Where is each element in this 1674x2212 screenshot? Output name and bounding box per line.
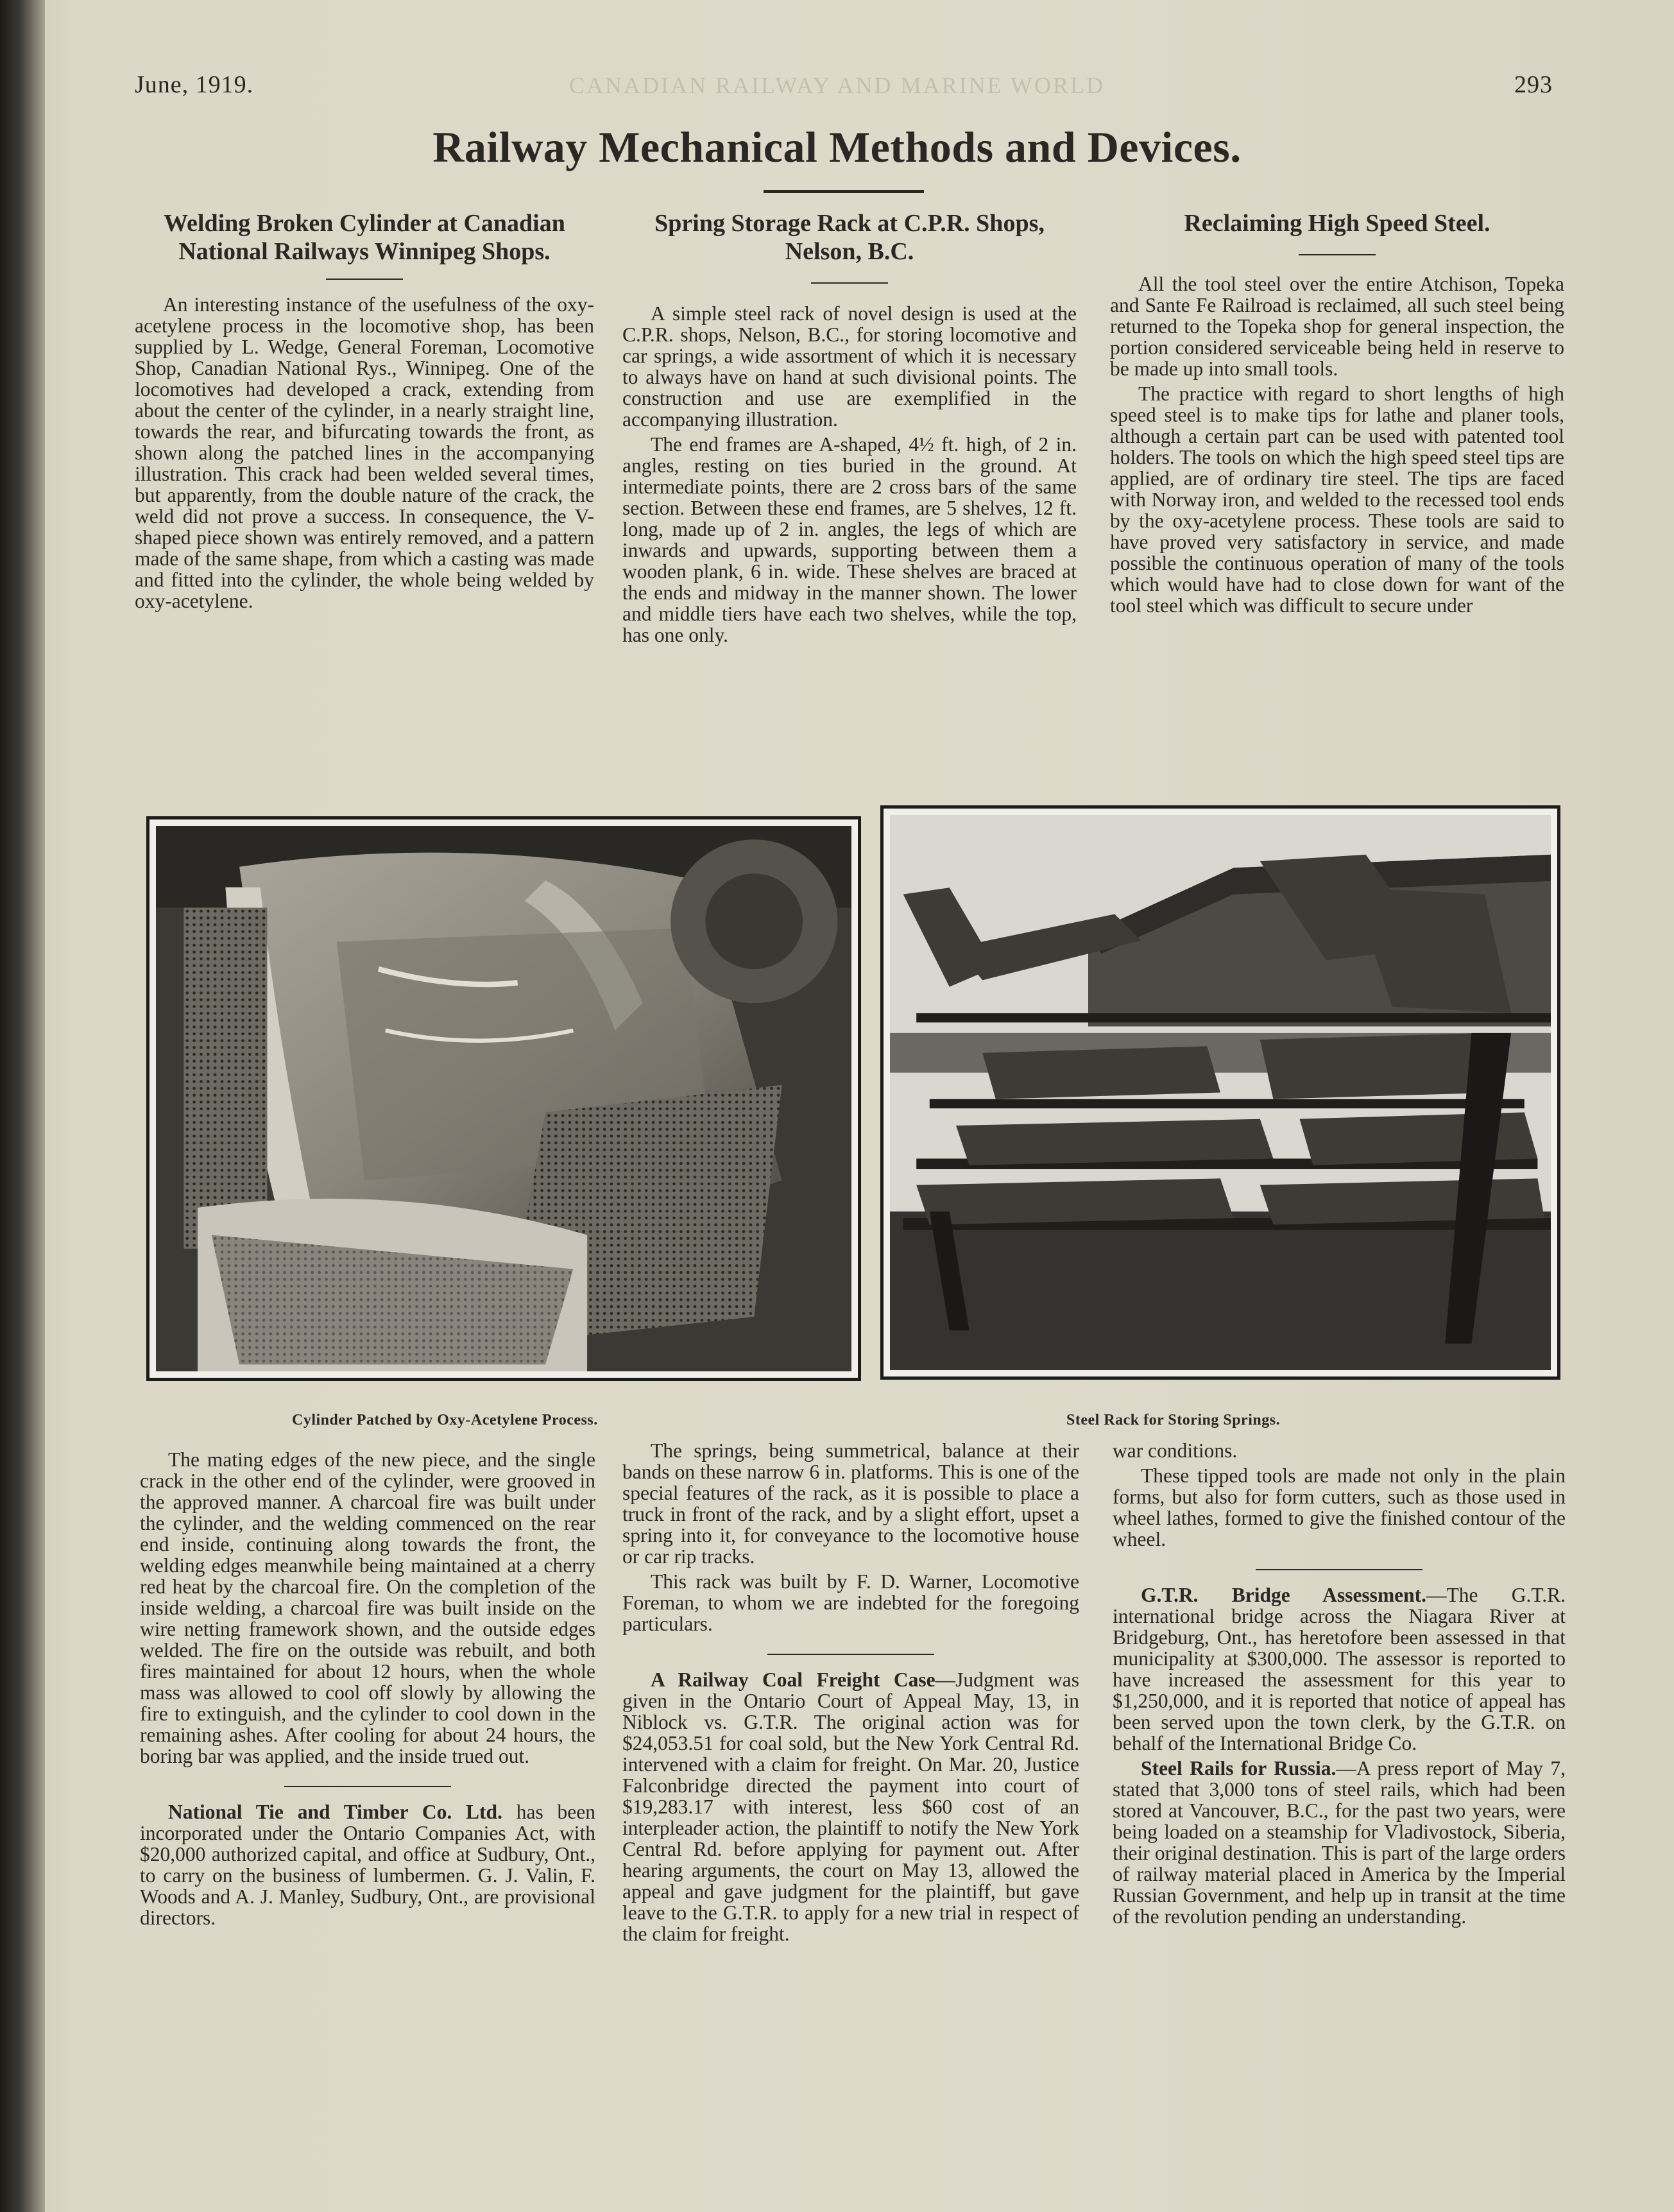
paragraph: These tipped tools are made not only in the plain forms, but also for form cutters, such as those used in wheel lathes, formed to give the finished contour of the wheel. <box>1113 1464 1566 1550</box>
title-rule <box>764 190 924 193</box>
rack-photo-image <box>890 815 1551 1370</box>
page-number: 293 <box>1514 71 1553 98</box>
section-rule <box>284 1786 451 1787</box>
caption-rack: Steel Rack for Storing Springs. <box>1066 1412 1281 1428</box>
article-steel-rails <box>1113 1758 1566 1927</box>
paragraph: The end frames are A-shaped, 4½ ft. high, of 2 in. angles, resting on ties buried in the ground. At intermediate points, there are 2 cross bars of the same section. Between these end frames, are 5 shelves, 12 ft. long, made up of 2 in. angles, the legs of which are inwards and upwards, supporting between them a wooden plank, 6 in. wide. These shelves are braced at the ends and midway in the manner shown. The lower and middle tiers have each two shelves, while the top, has one only. <box>622 433 1077 646</box>
paragraph: The springs, being summetrical, balance at their bands on these narrow 6 in. platforms. This is one of the special features of the rack, as it is possible to place a truck in front of the rack, and by a slight effort, upset a spring into it, for conveyance to the locomotive house or car rip tracks. <box>622 1439 1079 1568</box>
run-in-heading: A Railway Coal Freight Case <box>651 1668 935 1691</box>
article-cylinder-top <box>135 209 594 615</box>
article-spring-rack-continued <box>622 1440 1079 1948</box>
photo-cylinder-patched <box>146 816 861 1381</box>
article-heading-high-speed-steel: Reclaiming High Speed Steel. <box>1184 210 1490 237</box>
article-heading-cylinder: Welding Broken Cylinder at Canadian National Railways Winnipeg Shops. <box>164 210 565 265</box>
paragraph: The mating edges of the new piece, and the single crack in the other end of the cylinder, were grooved in the approved manner. A charcoal fire was built under the cylinder, and the welding commenced on the rear end inside, continuing along towards the front, the welding edges meanwhile being maintained at a cherry red heat by the charcoal fire. On the completion of the inside welding, a charcoal fire was built inside on the wire netting framework shown, and the outside edges welded. The fire on the outside was rebuilt, and both fires maintained for about 12 hours, when the whole mass was allowed to cool off slowly by allowing the fire to extinguish, and the cylinder to cool down in the remaining ashes. After cooling for about 24 hours, the boring bar was applied, and the inside trued out. <box>140 1448 595 1767</box>
page-binding-shadow <box>0 0 45 2212</box>
article-national-tie <box>140 1801 595 1928</box>
article-high-speed-steel-top <box>1110 209 1564 620</box>
photo-spring-rack <box>880 805 1560 1380</box>
article-high-speed-steel-continued <box>1113 1440 1566 1931</box>
journal-name: CANADIAN RAILWAY AND MARINE WORLD <box>569 73 1105 98</box>
article-body: —The G.T.R. international bridge across the Niagara River at Bridgeburg, Ont., has heretofore been assessed in that municipality at $300,000. The assessor is reported to have increased the assessment for this year to $1,250,000, and it is reported that notice of appeal has been served upon the town clerk, by the G.T.R. on behalf of the International Bridge Co. <box>1113 1584 1566 1754</box>
paragraph: An interesting instance of the usefulness of the oxy-acetylene process in the locomotive shop, has been supplied by L. Wedge, General Foreman, Locomotive Shop, Canadian National Rys., Winnipeg. One of the locomotives had developed a crack, extending from about the center of the cylinder, in a nearly straight line, towards the rear, and bifurcating towards the front, as shown along the patched lines in the accompanying illustration. This crack had been welded several times, but apparently, from the double nature of the crack, the weld did not prove a success. In consequence, the V-shaped piece shown was entirely removed, and a pattern made of the same shape, from which a casting was made and fitted into the cylinder, the whole being welded by oxy-acetylene. <box>135 293 594 612</box>
section-rule <box>1256 1569 1422 1570</box>
run-in-heading: Steel Rails for Russia. <box>1141 1757 1337 1779</box>
paragraph: This rack was built by F. D. Warner, Locomotive Foreman, to whom we are indebted for the foregoing particulars. <box>622 1570 1079 1635</box>
run-in-heading: G.T.R. Bridge Assessment. <box>1141 1584 1427 1606</box>
article-body: —A press report of May 7, stated that 3,000 tons of steel rails, which had been stored at Vancouver, B.C., for the past two years, were being loaded on a steamship for Vladivostock, Siberia, their original destination. This is part of the large orders of railway material placed in America by the Imperial Russian Government, and help up in transit at the time of the revolution pending an understanding. <box>1113 1757 1566 1928</box>
heading-rule <box>1299 254 1376 255</box>
heading-rule <box>811 282 888 284</box>
paragraph: The practice with regard to short lengths of high speed steel is to make tips for lathe and planer tools, although a certain part can be used with patented tool holders. The tools on which the high speed steel tips are applied, are of ordinary tire steel. The tips are faced with Norway iron, and welded to the recessed tool ends by the oxy-acetylene process. These tools are said to have proved very satisfactory in service, and made possible the continuous operation of many of the tools which would have had to close down for want of the tool steel which was difficult to secure under <box>1110 382 1564 617</box>
article-coal-freight <box>622 1669 1079 1944</box>
heading-rule <box>326 279 403 280</box>
article-cylinder-continued <box>140 1449 595 1932</box>
section-rule <box>767 1654 934 1655</box>
page-date: June, 1919. <box>135 71 254 98</box>
article-heading-spring-rack: Spring Storage Rack at C.P.R. Shops, Nelson, B.C. <box>654 210 1045 265</box>
paragraph: war conditions. <box>1113 1439 1238 1462</box>
article-body: has been incorporated under the Ontario Companies Act, with $20,000 authorized capital, and office at Sudbury, Ont., to carry on the business of lumbermen. G. J. Valin, F. Woods and A. J. Manley, Sudbury, Ont., are provisional directors. <box>140 1801 596 1929</box>
caption-cylinder: Cylinder Patched by Oxy-Acetylene Process. <box>292 1412 598 1428</box>
cylinder-photo-image <box>156 826 851 1371</box>
paragraph: All the tool steel over the entire Atchison, Topeka and Sante Fe Railroad is reclaimed, all such steel being returned to the Topeka shop for general inspection, the portion considered serviceable being held in reserve to be made up into small tools. <box>1110 273 1564 380</box>
paragraph: A simple steel rack of novel design is used at the C.P.R. shops, Nelson, B.C., for storing locomotive and car springs, a wide assortment of which it is necessary to always have on hand at such divisional points. The construction and use are exemplified in the accompanying illustration. <box>622 302 1077 431</box>
run-in-heading: National Tie and Timber Co. Ltd. <box>168 1801 502 1823</box>
article-body: —Judgment was given in the Ontario Court of Appeal May, 13, in Niblock vs. G.T.R. The original action was for $24,053.51 for coal sold, but the New York Central Rd. intervened with a claim for freight. On Mar. 20, Justice Falconbridge directed the payment into court of $19,283.17 with interest, less $60 cost of an interpleader action, the plaintiff to notify the New York Central Rd. before applying for payment out. After hearing arguments, the court on May 13, allowed the appeal and gave judgment for the plaintiff, but gave leave to the G.T.R. to apply for a new trial in respect of the claim for freight. <box>622 1668 1079 1945</box>
article-gtr-bridge <box>1113 1584 1566 1754</box>
page-title: Railway Mechanical Methods and Devices. <box>432 123 1242 171</box>
article-spring-rack-top <box>622 209 1077 649</box>
